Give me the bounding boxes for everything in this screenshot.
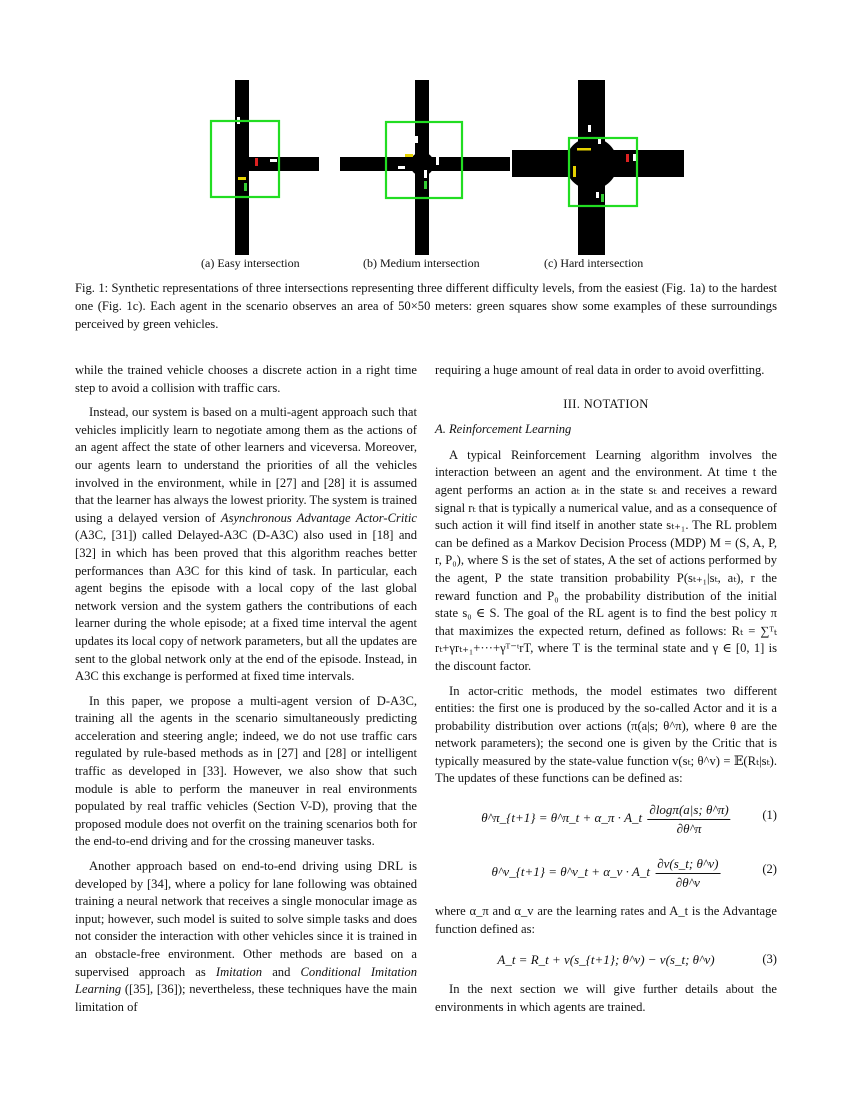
figure-1b-medium-intersection bbox=[340, 80, 510, 255]
intersection-center bbox=[566, 138, 618, 190]
equation-numerator: ∂logπ(a|s; θ^π) bbox=[647, 801, 730, 820]
intersection-center bbox=[410, 152, 434, 176]
figure-1a-easy-intersection bbox=[200, 80, 325, 255]
equation-body: A_t = R_t + v(s_{t+1}; θ^v) − v(s_t; θ^v) bbox=[497, 952, 715, 968]
traffic-car-white bbox=[424, 170, 427, 178]
paragraph: requiring a huge amount of real data in order to avoid overfitting. bbox=[435, 363, 765, 377]
paragraph: Instead, our system is based on a multi-agent approach such that vehicles implicitly learn to negotiate among them as the actions of an agent affect the state of other learners and viceversa. Moreover, our agents learn to understand the priorities of all the vehicles involved in the environment, while in [27] and [28] it is assumed that the learner has always the lowest priority. The system is trained using a delayed version of Asynchronous Advantage Actor-Critic (A3C, [31]) called Delayed-A3C (D-A3C) also used in [18] and [32] in which has been proved that this algorithm reaches better performances than A3C for this kind of task. In particular, each agent begins the episode with a local copy of the last global network version and the system gathers the contributions of each learner during the whole episode; at a fixed time interval the agent updates its local copy of network parameters, but all the updates are sent to the global network only at the end of the episode. Instead, in A3C this exchange is performed at fixed time intervals. bbox=[75, 405, 418, 684]
equation-2 bbox=[435, 849, 777, 893]
paragraph: In the next section we will give further details about the environments in which agents are trained. bbox=[435, 982, 777, 1014]
paragraph: In this paper, we propose a multi-agent version of D-A3C, training all the agents in the scenario simultaneously predicting acceleration and steering angle; indeed, we do not use traffic cars regulated by rule-based methods as in [27] and [28] or intelligent traffic as developed in [33]. However, we also show that such module is able to perform the maneuver in real environments populated by real traffic vehicles (Section V-D), proving that the proposed module does not overfit on the training scenarios both for the end-to-end driving and for the crossing maneuver tasks. bbox=[75, 693, 417, 849]
right-column bbox=[435, 362, 777, 1023]
traffic-car-yellow bbox=[405, 154, 413, 157]
subcaption-b: (b) Medium intersection bbox=[363, 256, 480, 270]
traffic-car-white bbox=[398, 166, 405, 169]
equation-denominator: ∂θ^v bbox=[675, 874, 700, 890]
ego-vehicle-green bbox=[424, 181, 427, 189]
traffic-car-white bbox=[588, 125, 591, 132]
equation-number: (3) bbox=[762, 952, 777, 967]
traffic-car-yellow bbox=[573, 166, 576, 177]
equation-lhs: θ^π_{t+1} = θ^π_t + α_π · A_t bbox=[481, 810, 643, 826]
traffic-car-white bbox=[270, 159, 277, 162]
figure-caption: Fig. 1: Synthetic representations of three intersections representing three different difficulty levels, from the easiest (Fig. 1a) to the hardest one (Fig. 1c). Each agent in the scenario observes an area of 50×50 meters: green squares show some examples of these surroundings perceived by green vehicles. bbox=[75, 281, 777, 331]
equation-3 bbox=[435, 945, 777, 971]
subcaption-a: (a) Easy intersection bbox=[201, 256, 300, 270]
traffic-car-white bbox=[633, 154, 636, 161]
figure-1c-hard-intersection bbox=[512, 80, 684, 255]
ego-vehicle-green bbox=[601, 194, 604, 202]
equation-number: (1) bbox=[762, 808, 777, 823]
paragraph: where α_π and α_v are the learning rates and A_t is the Advantage function defined as: bbox=[435, 904, 777, 936]
subsection-title: A. Reinforcement Learning bbox=[435, 422, 572, 437]
paragraph: while the trained vehicle chooses a discrete action in a right time step to avoid a collision with traffic cars. bbox=[75, 363, 417, 395]
equation-lhs: θ^v_{t+1} = θ^v_t + α_v · A_t bbox=[491, 864, 650, 880]
traffic-car-red bbox=[255, 158, 258, 166]
equation-numerator: ∂v(s_t; θ^v) bbox=[655, 855, 720, 874]
ego-vehicle-green bbox=[244, 183, 247, 191]
paragraph: Another approach based on end-to-end driving using DRL is developed by [34], where a policy for lane following was obtained training a neural network that receives a single monocular image as input; however, such model is suited to solve simple tasks and does not consider the interaction with other vehicles since it is trained in an obstacle-free environment. Other methods are based on a supervised approach as Imitation and Conditional Imitation Learning ([35], [36]); nevertheless, these techniques have the main limitation of bbox=[75, 859, 417, 1014]
section-title: III. NOTATION bbox=[563, 396, 649, 411]
equation-number: (2) bbox=[762, 862, 777, 877]
traffic-car-white bbox=[596, 192, 599, 198]
equation-1 bbox=[435, 795, 777, 839]
traffic-car-yellow bbox=[577, 148, 591, 151]
equation-denominator: ∂θ^π bbox=[676, 820, 702, 836]
paragraph: A typical Reinforcement Learning algorithm involves the interaction between an agent and the environment. At time t the agent performs an action aₜ in the state sₜ and receives a reward signal rₜ that is typically a numerical value, and as a consequence of such action it will find itself in another state sₜ₊₁. The RL problem can be defined as a Markov Decision Process (MDP) M = (S, A, P, r, P₀), where S is the set of states, A the set of actions performed by the agent, P the state transition probability P(sₜ₊₁|sₜ, aₜ), r the reward function and P₀ the probability distribution of the initial state s₀ ∈ S. The goal of the RL agent is to find the best policy π that maximizes the expected return, defined as follows: Rₜ = ∑ᵀₜ rₜ+γrₜ₊₁+···+γᵀ⁻ᵗrT, where T is the terminal state and γ ∈ [0, 1] is the discount factor. bbox=[435, 447, 777, 673]
left-column bbox=[75, 362, 417, 1023]
traffic-car-red bbox=[626, 154, 629, 162]
traffic-car-yellow bbox=[238, 177, 246, 180]
subcaption-c: (c) Hard intersection bbox=[544, 256, 644, 270]
paragraph: In actor-critic methods, the model estimates two different entities: the first one is produced by the so-called Actor and it is a probability distribution over actions (π(a|s; θ^π), where θ are the network parameters); the second one is given by the Critic that is typically measured by the state-value function v(sₜ; θ^v) = 𝔼(Rₜ|sₜ). The updates of these functions can be defined as: bbox=[435, 683, 777, 786]
traffic-car-white bbox=[415, 136, 418, 143]
traffic-car-white bbox=[436, 157, 439, 165]
